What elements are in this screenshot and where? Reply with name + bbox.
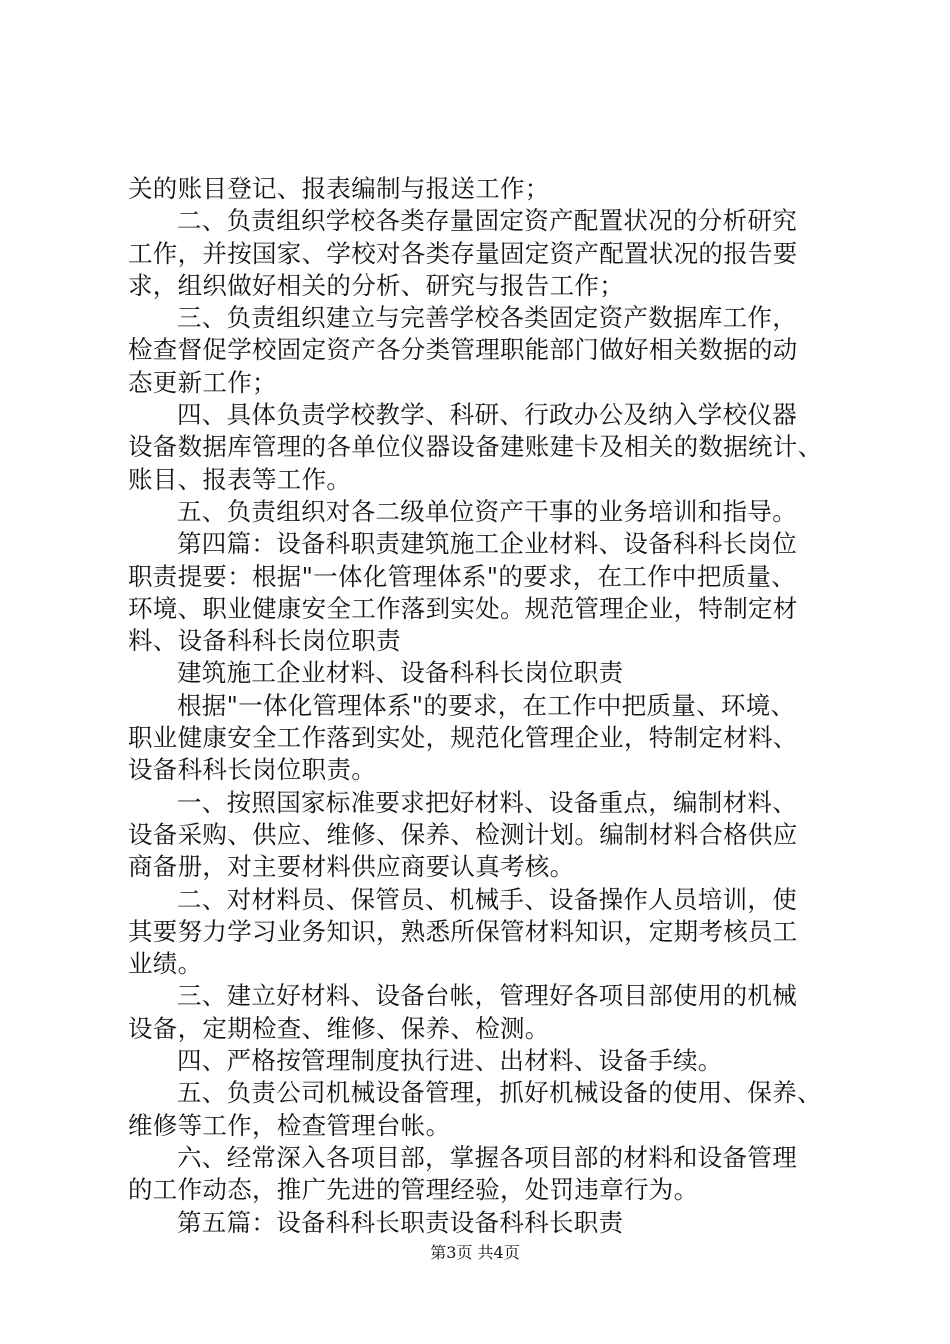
text-line: 二、负责组织学校各类存量固定资产配置状况的分析研究 (177, 206, 797, 236)
text-line: 工作，并按国家、学校对各类存量固定资产配置状况的报告要 (128, 238, 798, 268)
text-line: 业绩。 (128, 949, 203, 979)
text-line: 二、对材料员、保管员、机械手、设备操作人员培训，使 (177, 884, 797, 914)
page-footer: 第3页 共4页 (430, 1243, 520, 1262)
document-body (128, 173, 838, 1239)
text-line: 三、建立好材料、设备台帐，管理好各项目部使用的机械 (177, 981, 797, 1011)
text-line: 的工作动态，推广先进的管理经验，处罚违章行为。 (128, 1175, 699, 1205)
text-line: 四、具体负责学校教学、科研、行政办公及纳入学校仪器 (177, 400, 797, 430)
text-line: 设备，定期检查、维修、保养、检测。 (128, 1013, 550, 1043)
text-line: 设备数据库管理的各单位仪器设备建账建卡及相关的数据统计、 (128, 432, 823, 462)
text-line: 第五篇：设备科科长职责设备科科长职责 (177, 1207, 624, 1237)
text-line: 其要努力学习业务知识，熟悉所保管材料知识，定期考核员工 (128, 916, 798, 946)
text-line: 职责提要：根据"一体化管理体系"的要求，在工作中把质量、 (128, 561, 796, 591)
text-line: 求，组织做好相关的分析、研究与报告工作； (128, 270, 624, 300)
text-line: 料、设备科科长岗位职责 (128, 626, 401, 656)
text-line: 五、负责公司机械设备管理，抓好机械设备的使用、保养、 (177, 1078, 822, 1108)
text-line: 一、按照国家标准要求把好材料、设备重点，编制材料、 (177, 787, 797, 817)
text-line: 建筑施工企业材料、设备科科长岗位职责 (177, 658, 624, 688)
text-line: 维修等工作，检查管理台帐。 (128, 1110, 451, 1140)
text-line: 账目、报表等工作。 (128, 464, 352, 494)
text-line: 四、严格按管理制度执行进、出材料、设备手续。 (177, 1046, 723, 1076)
text-line: 职业健康安全工作落到实处，规范化管理企业，特制定材料、 (128, 723, 798, 753)
text-line: 检查督促学校固定资产各分类管理职能部门做好相关数据的动 (128, 335, 798, 365)
text-line: 设备采购、供应、维修、保养、检测计划。编制材料合格供应 (128, 819, 798, 849)
text-line: 六、经常深入各项目部，掌握各项目部的材料和设备管理 (177, 1142, 797, 1172)
text-line: 关的账目登记、报表编制与报送工作； (128, 174, 550, 203)
text-line: 环境、职业健康安全工作落到实处。规范管理企业，特制定材 (128, 593, 798, 623)
text-line: 态更新工作； (128, 367, 277, 397)
text-line: 设备科科长岗位职责。 (128, 755, 376, 785)
text-line: 第四篇：设备科职责建筑施工企业材料、设备科科长岗位 (177, 529, 797, 559)
text-line: 五、负责组织对各二级单位资产干事的业务培训和指导。 (177, 496, 797, 526)
text-line: 商备册，对主要材料供应商要认真考核。 (128, 852, 575, 882)
text-line: 三、负责组织建立与完善学校各类固定资产数据库工作， (177, 303, 797, 333)
text-line: 根据"一体化管理体系"的要求，在工作中把质量、环境、 (177, 690, 796, 720)
